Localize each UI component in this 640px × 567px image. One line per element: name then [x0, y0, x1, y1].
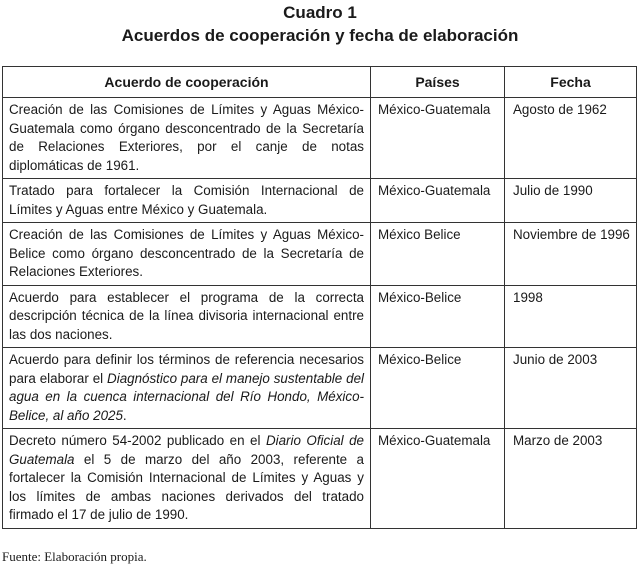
- cell-acuerdo: [3, 285, 371, 348]
- cell-acuerdo: [3, 348, 371, 429]
- agreement-text: Acuerdo para establecer el programa de la correcta descripción técnica de la línea divisoria internacional entre las dos naciones.: [9, 289, 364, 342]
- cell-paises: México Belice: [371, 223, 505, 286]
- table-caption-title: Acuerdos de cooperación y fecha de elaboración: [121, 26, 519, 45]
- agreement-text: Creación de las Comisiones de Límites y Aguas México-Guatemala como órgano desconcentrado de la Secretaría de Relaciones Exteriores, por el canje de notas diplomáticas de 1961.: [9, 102, 364, 173]
- italic-title-text: Diagnóstico para el manejo sustentable del agua en la cuenca internacional del Río Hondo, México-Belice, al año 2025: [9, 370, 364, 423]
- agreement-text: el 5 de marzo del año 2003, referente a fortalecer la Comisión Internacional de Límites y Aguas y los límites de ambas naciones derivados del tratado firmado el 17 de julio de 1990.: [9, 451, 364, 522]
- table-row: [3, 348, 637, 429]
- cell-fecha: 1998: [505, 285, 637, 348]
- header-fecha: Fecha: [505, 67, 637, 98]
- header-acuerdo: Acuerdo de cooperación: [3, 67, 371, 98]
- cell-acuerdo: [3, 429, 371, 529]
- agreement-text: .: [122, 407, 127, 423]
- cell-paises: México-Belice: [371, 348, 505, 429]
- table-row: [3, 179, 637, 223]
- cell-fecha: Julio de 1990: [505, 179, 637, 223]
- table-row: [3, 223, 637, 286]
- agreement-text: Creación de las Comisiones de Límites y Aguas México-Belice como órgano desconcentrado de la Secretaría de Relaciones Exteriores.: [9, 227, 364, 279]
- header-paises: Países: [371, 67, 505, 98]
- cooperation-agreements-table: [2, 66, 637, 529]
- table-header-row: [3, 67, 637, 98]
- cell-acuerdo: [3, 223, 371, 286]
- cell-paises: México-Guatemala: [371, 179, 505, 223]
- agreement-text: Tratado para fortalecer la Comisión Internacional de Límites y Aguas entre México y Guatemala.: [9, 183, 364, 217]
- cell-paises: México-Guatemala: [371, 429, 505, 529]
- italic-title-text: Diario Oficial de Guatemala: [9, 433, 365, 467]
- cell-acuerdo: [3, 98, 371, 179]
- agreement-text: Decreto número 54-2002 publicado en el: [9, 433, 266, 448]
- cell-acuerdo: [3, 179, 371, 223]
- table-row: [3, 98, 637, 179]
- table-caption-number: Cuadro 1: [283, 3, 357, 22]
- table-row: [3, 429, 637, 529]
- cell-paises: México-Belice: [371, 285, 505, 348]
- cell-fecha: Marzo de 2003: [505, 429, 637, 529]
- table-row: [3, 285, 637, 348]
- agreement-text: Acuerdo para definir los términos de referencia necesarios para elaborar el: [9, 352, 364, 386]
- cell-fecha: Agosto de 1962: [505, 98, 637, 179]
- cell-paises: México-Guatemala: [371, 98, 505, 179]
- source-note: Fuente: Elaboración propia.: [2, 549, 147, 564]
- cell-fecha: Noviembre de 1996: [505, 223, 637, 286]
- cell-fecha: Junio de 2003: [505, 348, 637, 429]
